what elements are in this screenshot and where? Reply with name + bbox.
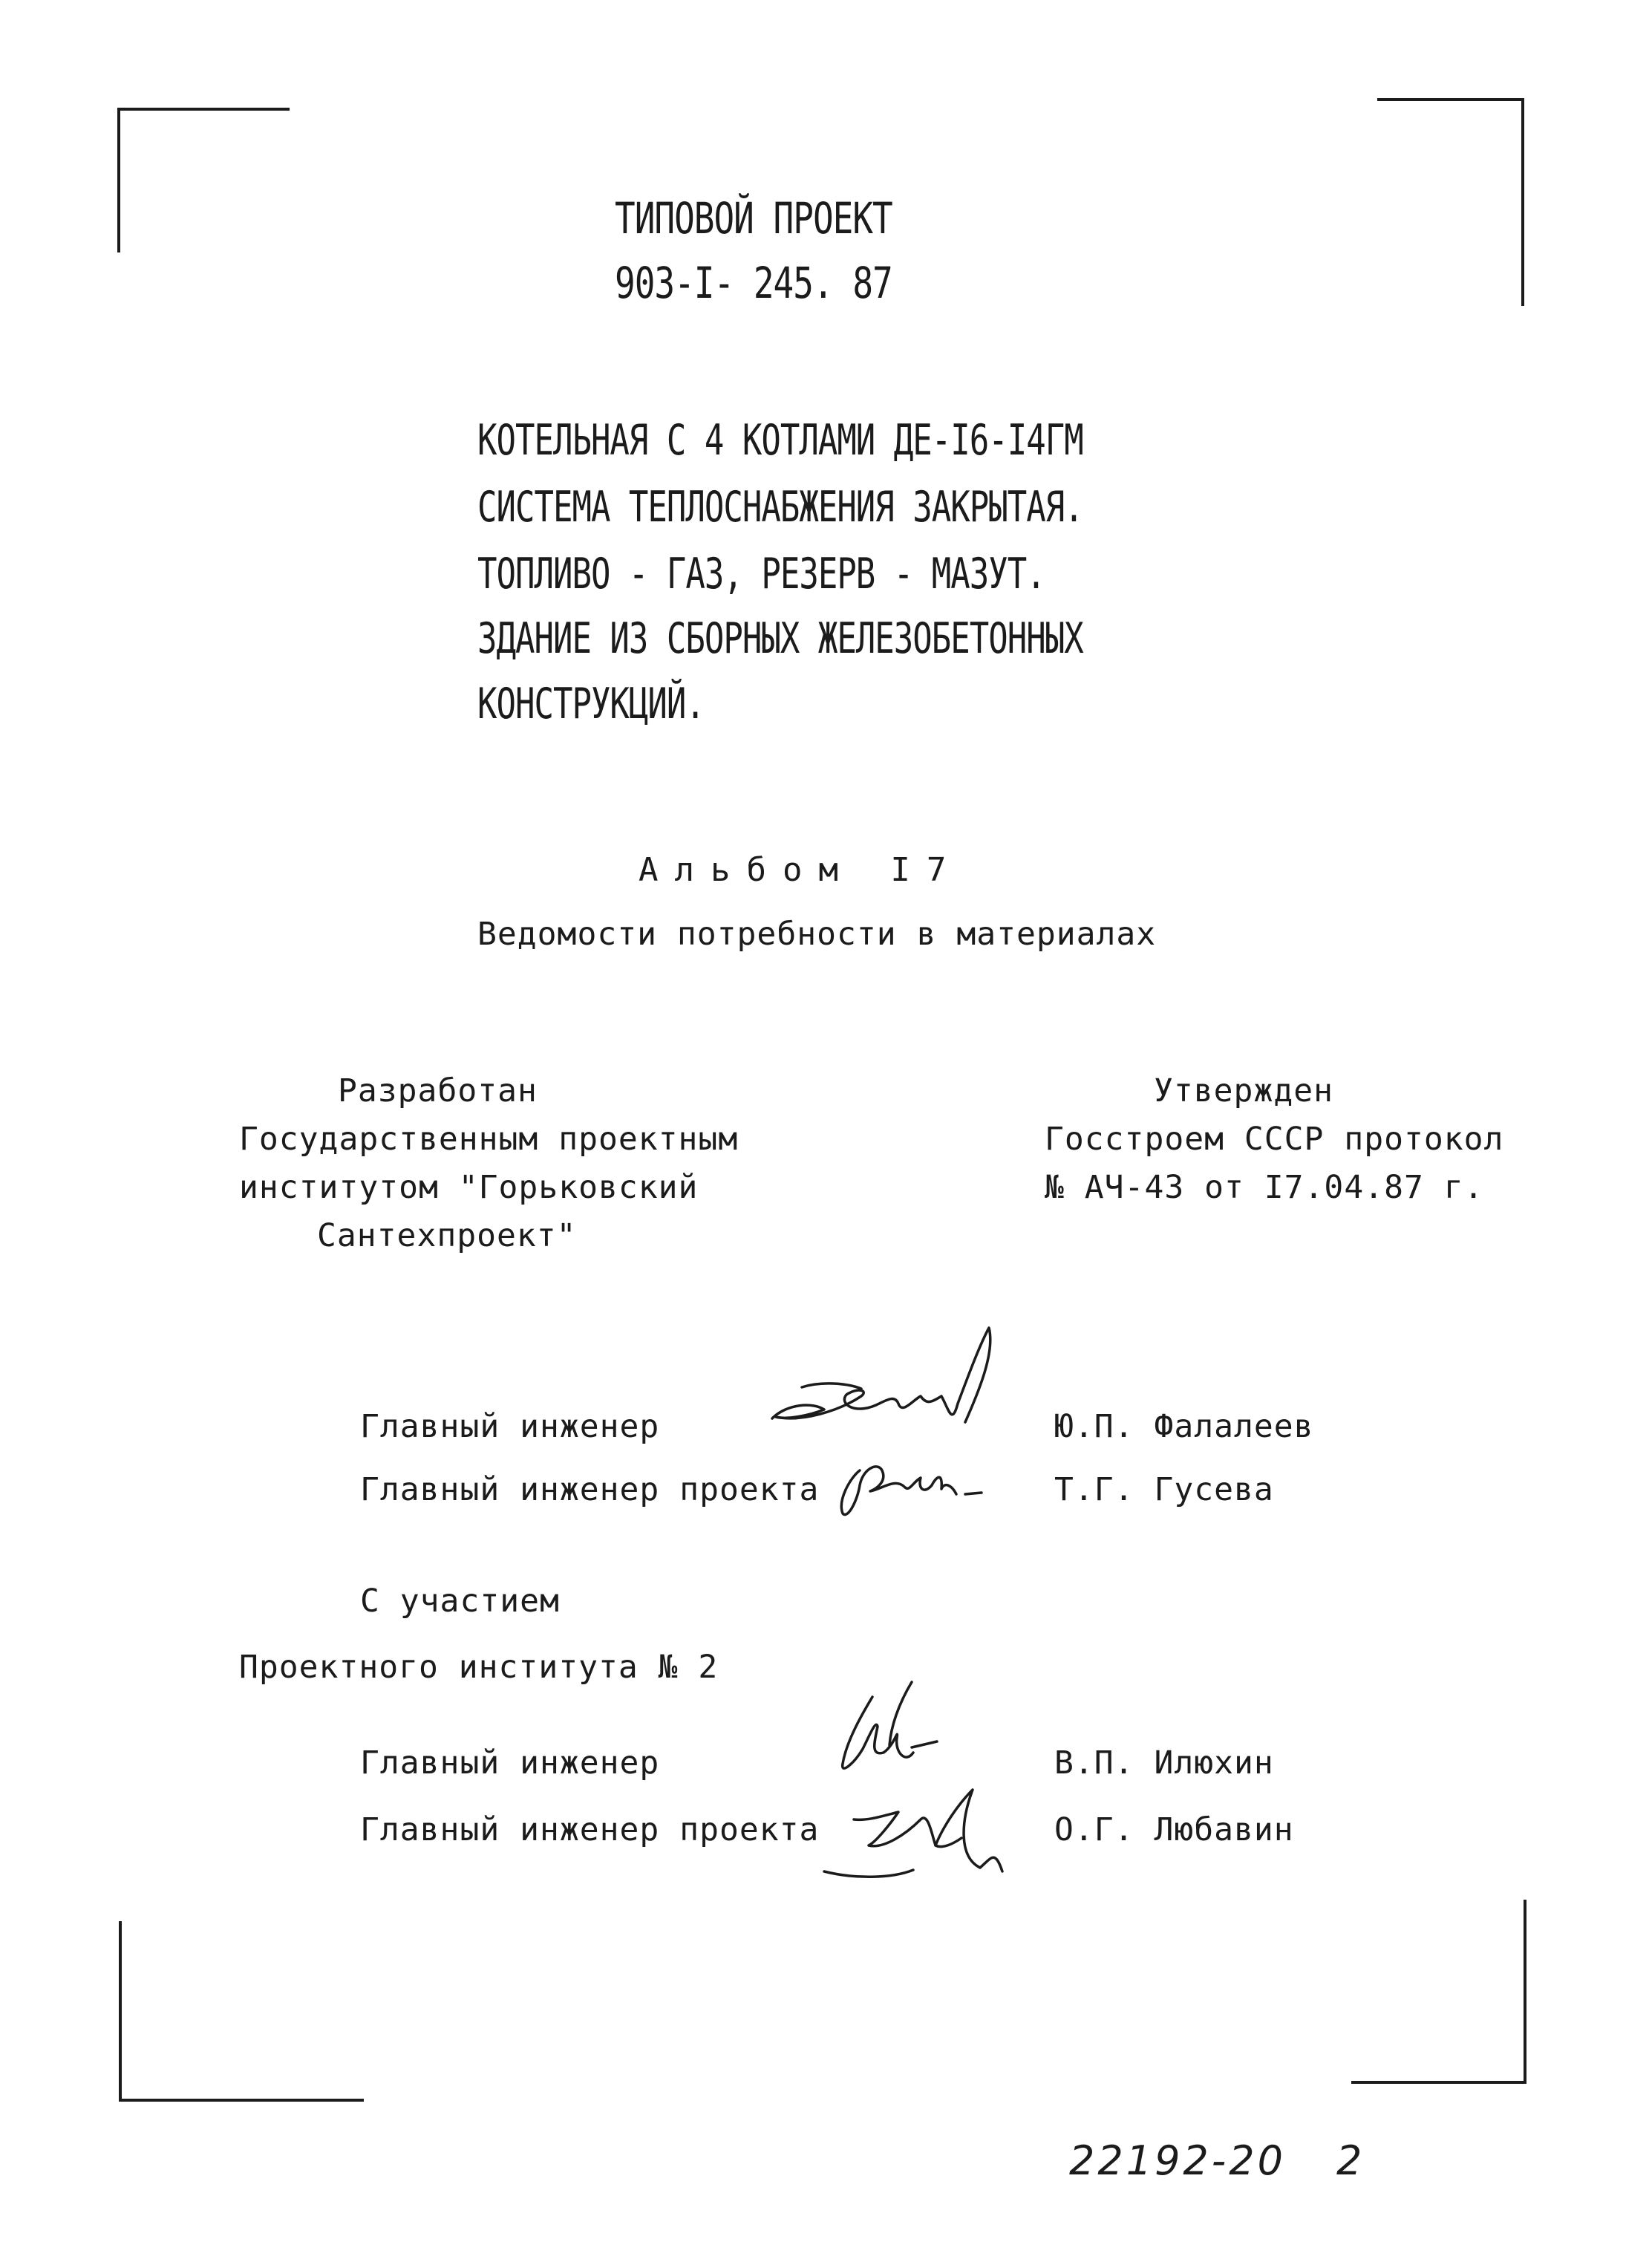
developed-by-line-4: Сантехпроект" bbox=[317, 1217, 577, 1254]
signature-chief-project-engineer-1 bbox=[824, 1448, 995, 1526]
corner-mark-top-left-h bbox=[117, 108, 290, 111]
title-line-5: КОНСТРУКЦИЙ. bbox=[477, 679, 705, 729]
signatory-3-name: В.П. Илюхин bbox=[1054, 1744, 1274, 1782]
approved-line-2: Госстроем СССР протокол bbox=[1045, 1121, 1504, 1158]
signatory-4-name: О.Г. Любавин bbox=[1054, 1811, 1294, 1848]
title-line-1: КОТЕЛЬНАЯ С 4 КОТЛАМИ ДЕ-I6-I4ГМ bbox=[477, 415, 1083, 466]
signatory-1-name: Ю.П. Фалалеев bbox=[1054, 1408, 1314, 1445]
title-line-4: ЗДАНИЕ ИЗ СБОРНЫХ ЖЕЛЕЗОБЕТОННЫХ bbox=[477, 613, 1083, 664]
developed-by-line-3: институтом "Горьковский bbox=[239, 1169, 699, 1206]
corner-mark-bottom-right-v bbox=[1524, 1900, 1526, 2084]
signature-chief-project-engineer-2 bbox=[809, 1775, 1017, 1894]
corner-mark-bottom-left-h bbox=[119, 2099, 364, 2102]
signatory-4-role: Главный инженер проекта bbox=[360, 1811, 820, 1848]
developed-by-label: Разработан bbox=[338, 1072, 538, 1109]
corner-mark-top-left-v bbox=[117, 108, 120, 252]
participation-institute: Проектного института № 2 bbox=[239, 1649, 719, 1686]
signature-chief-engineer-1 bbox=[757, 1322, 1010, 1452]
inventory-number: 22192-20 bbox=[1069, 2137, 1286, 2184]
developed-by-line-2: Государственным проектным bbox=[239, 1121, 739, 1158]
header-project-type: ТИПОВОЙ ПРОЕКТ bbox=[615, 193, 892, 244]
corner-mark-top-right-v bbox=[1521, 98, 1524, 306]
page-number: 2 bbox=[1336, 2137, 1365, 2184]
title-line-3: ТОПЛИВО - ГАЗ, РЕЗЕРВ - МАЗУТ. bbox=[477, 549, 1045, 599]
corner-mark-top-right-h bbox=[1377, 98, 1524, 101]
corner-mark-bottom-right-h bbox=[1351, 2081, 1526, 2084]
signatory-1-role: Главный инженер bbox=[360, 1408, 660, 1445]
signatory-3-role: Главный инженер bbox=[360, 1744, 660, 1782]
approved-line-3: № АЧ-43 от I7.04.87 г. bbox=[1045, 1169, 1484, 1206]
approved-label: Утвержден bbox=[1154, 1072, 1333, 1109]
album-subtitle: Ведомости потребности в материалах bbox=[477, 916, 1157, 953]
header-project-code: 903-I- 245. 87 bbox=[615, 258, 892, 308]
participation-label: С участием bbox=[360, 1583, 560, 1620]
signatory-2-name: Т.Г. Гусева bbox=[1054, 1471, 1274, 1508]
title-line-2: СИСТЕМА ТЕПЛОСНАБЖЕНИЯ ЗАКРЫТАЯ. bbox=[477, 482, 1083, 532]
signatory-2-role: Главный инженер проекта bbox=[360, 1471, 820, 1508]
corner-mark-bottom-left-v bbox=[119, 1921, 122, 2101]
album-label: Альбом I7 bbox=[639, 851, 963, 889]
